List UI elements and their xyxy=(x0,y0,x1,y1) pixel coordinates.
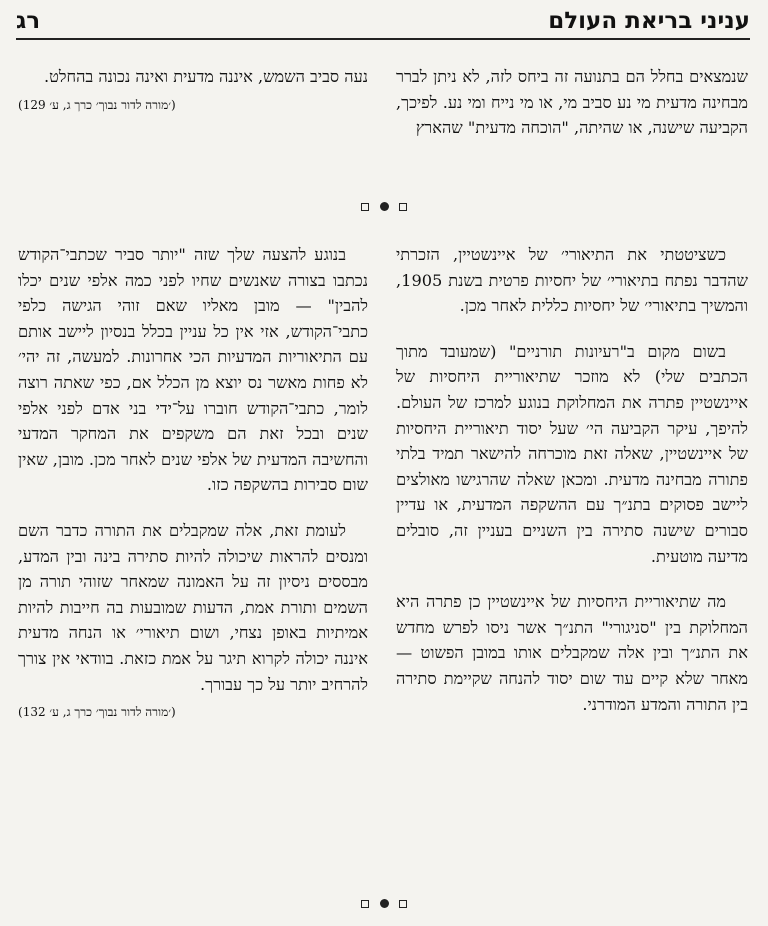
section1-left-text: נעה סביב השמש, איננה מדעית ואינה נכונה בהחלט. xyxy=(44,67,368,86)
right-paragraph-1: כשציטטתי את התיאורי׳ של איינשטיין, הזכרתי שהדבר נפתח בתיאורי׳ של יחסיות פרטית בשנת 1905, והמשיך בתיאורי׳ של יחסיות כללית לאחר מכן. xyxy=(396,245,748,316)
running-title: עניני בריאת העולם xyxy=(548,8,750,34)
page-number: רג xyxy=(16,8,41,34)
section1-left-column xyxy=(18,64,368,114)
right-paragraph-2: בשום מקום ב"רעיונות תורניים" (שמעובד מתוך הכתבים שלי) לא מוזכר שתיאוריית היחסיות של איינשטיין פתרה את המחלוקת בנוגע למרכז של העולם. להיפך, עיקר הקביעה הי׳ שעל יסוד תיאוריית היחסיות של איינשטיין, שאלה זאת מוכרחה להישאר תמיד בלתי פתורה מבחינה מדעית. ומכאן שאלה שהרגישו מאולצים ליישב פסוקים בתנ״ך עם ההשקפה המדעית, או עדיין סבורים שישנה סתירה בין השניים בעניין זה, סובלים מדיעה מוטעית. xyxy=(396,341,748,566)
section-divider-1 xyxy=(0,196,768,210)
section-divider-2 xyxy=(0,893,768,907)
dot-ornament-icon xyxy=(380,202,389,211)
square-ornament-icon xyxy=(361,203,369,211)
section2-source-citation: (׳מורה לדור נבוך׳ כרך ג, ע׳ 132) xyxy=(18,705,176,720)
section1-right-text: שנמצאים בחלל הם בתנועה זה ביחס לזה, לא ניתן לברר מבחינה מדעית מי נע סביב מי, או מי נייח ומי נע. לפיכך, הקביעה שישנה, או שהיתה, "הוכחה מדעית" שהארץ xyxy=(396,67,748,138)
square-ornament-icon xyxy=(399,900,407,908)
section2-left-column xyxy=(18,242,368,721)
square-ornament-icon xyxy=(399,203,407,211)
right-paragraph-3: מה שתיאוריית היחסיות של איינשטיין כן פתרה היא המחלוקת בין "סניגורי" התנ״ך אשר ניסו לפרש מחדש את התנ״ך ובין אלה שמקבלים אותו במובן הפשוט — מאחר שלא קיים עוד שום יסוד להנחה שקיימת סתירה בין התורה והמדע המודרני. xyxy=(396,592,748,714)
section2-right-column xyxy=(396,242,748,717)
section1-right-column xyxy=(396,64,748,141)
left-paragraph-2: לעומת זאת, אלה שמקבלים את התורה כדבר השם ומנסים להראות שיכולה להיות סתירה בינה ובין המדע, מבססים ניסיון זה על האמונה שמאחר שזוהי תורה מן השמים ותורת אמת, הדעות שמובעות בה חייבות להיות אמיתיות באופן נצחי, ושום תיאורי׳ או הנחה מדעית איננה יכולה לקרוא תיגר על אמת כזאת. בוודאי אין צורך להרחיב יותר על כך עבורך. xyxy=(18,520,368,694)
page-header xyxy=(16,6,750,40)
square-ornament-icon xyxy=(361,900,369,908)
dot-ornament-icon xyxy=(380,899,389,908)
section1-source-citation: (׳מורה לדור נבוך׳ כרך ג, ע׳ 129) xyxy=(18,97,176,112)
left-paragraph-1: בנוגע להצעה שלך שזה "יותר סביר שכתבי־הקודש נכתבו בצורה שאנשים שחיו לפני כמה אלפי שנים יכלו להבין" — מובן מאליו שאם זוהי הגישה כלפי כתבי־הקודש, אזי אין כל עניין בכלל בנסיון ליישב אותם עם התיאוריות המדעיות הכי אחרונות. למעשה, זה יהי׳ לא פחות מאשר נס יוצא מן הכלל אם, כפי שאתה רוצה לומר, כתבי־הקודש חוברו על־ידי בני אדם לפני אלפי שנים ובכל זאת הם משקפים את המחקר המדעי והחשיבה המדעית של אלפי שנים לאחר מכן. מובן, שאין שום סבירות בהשקפה כזו. xyxy=(18,245,368,495)
